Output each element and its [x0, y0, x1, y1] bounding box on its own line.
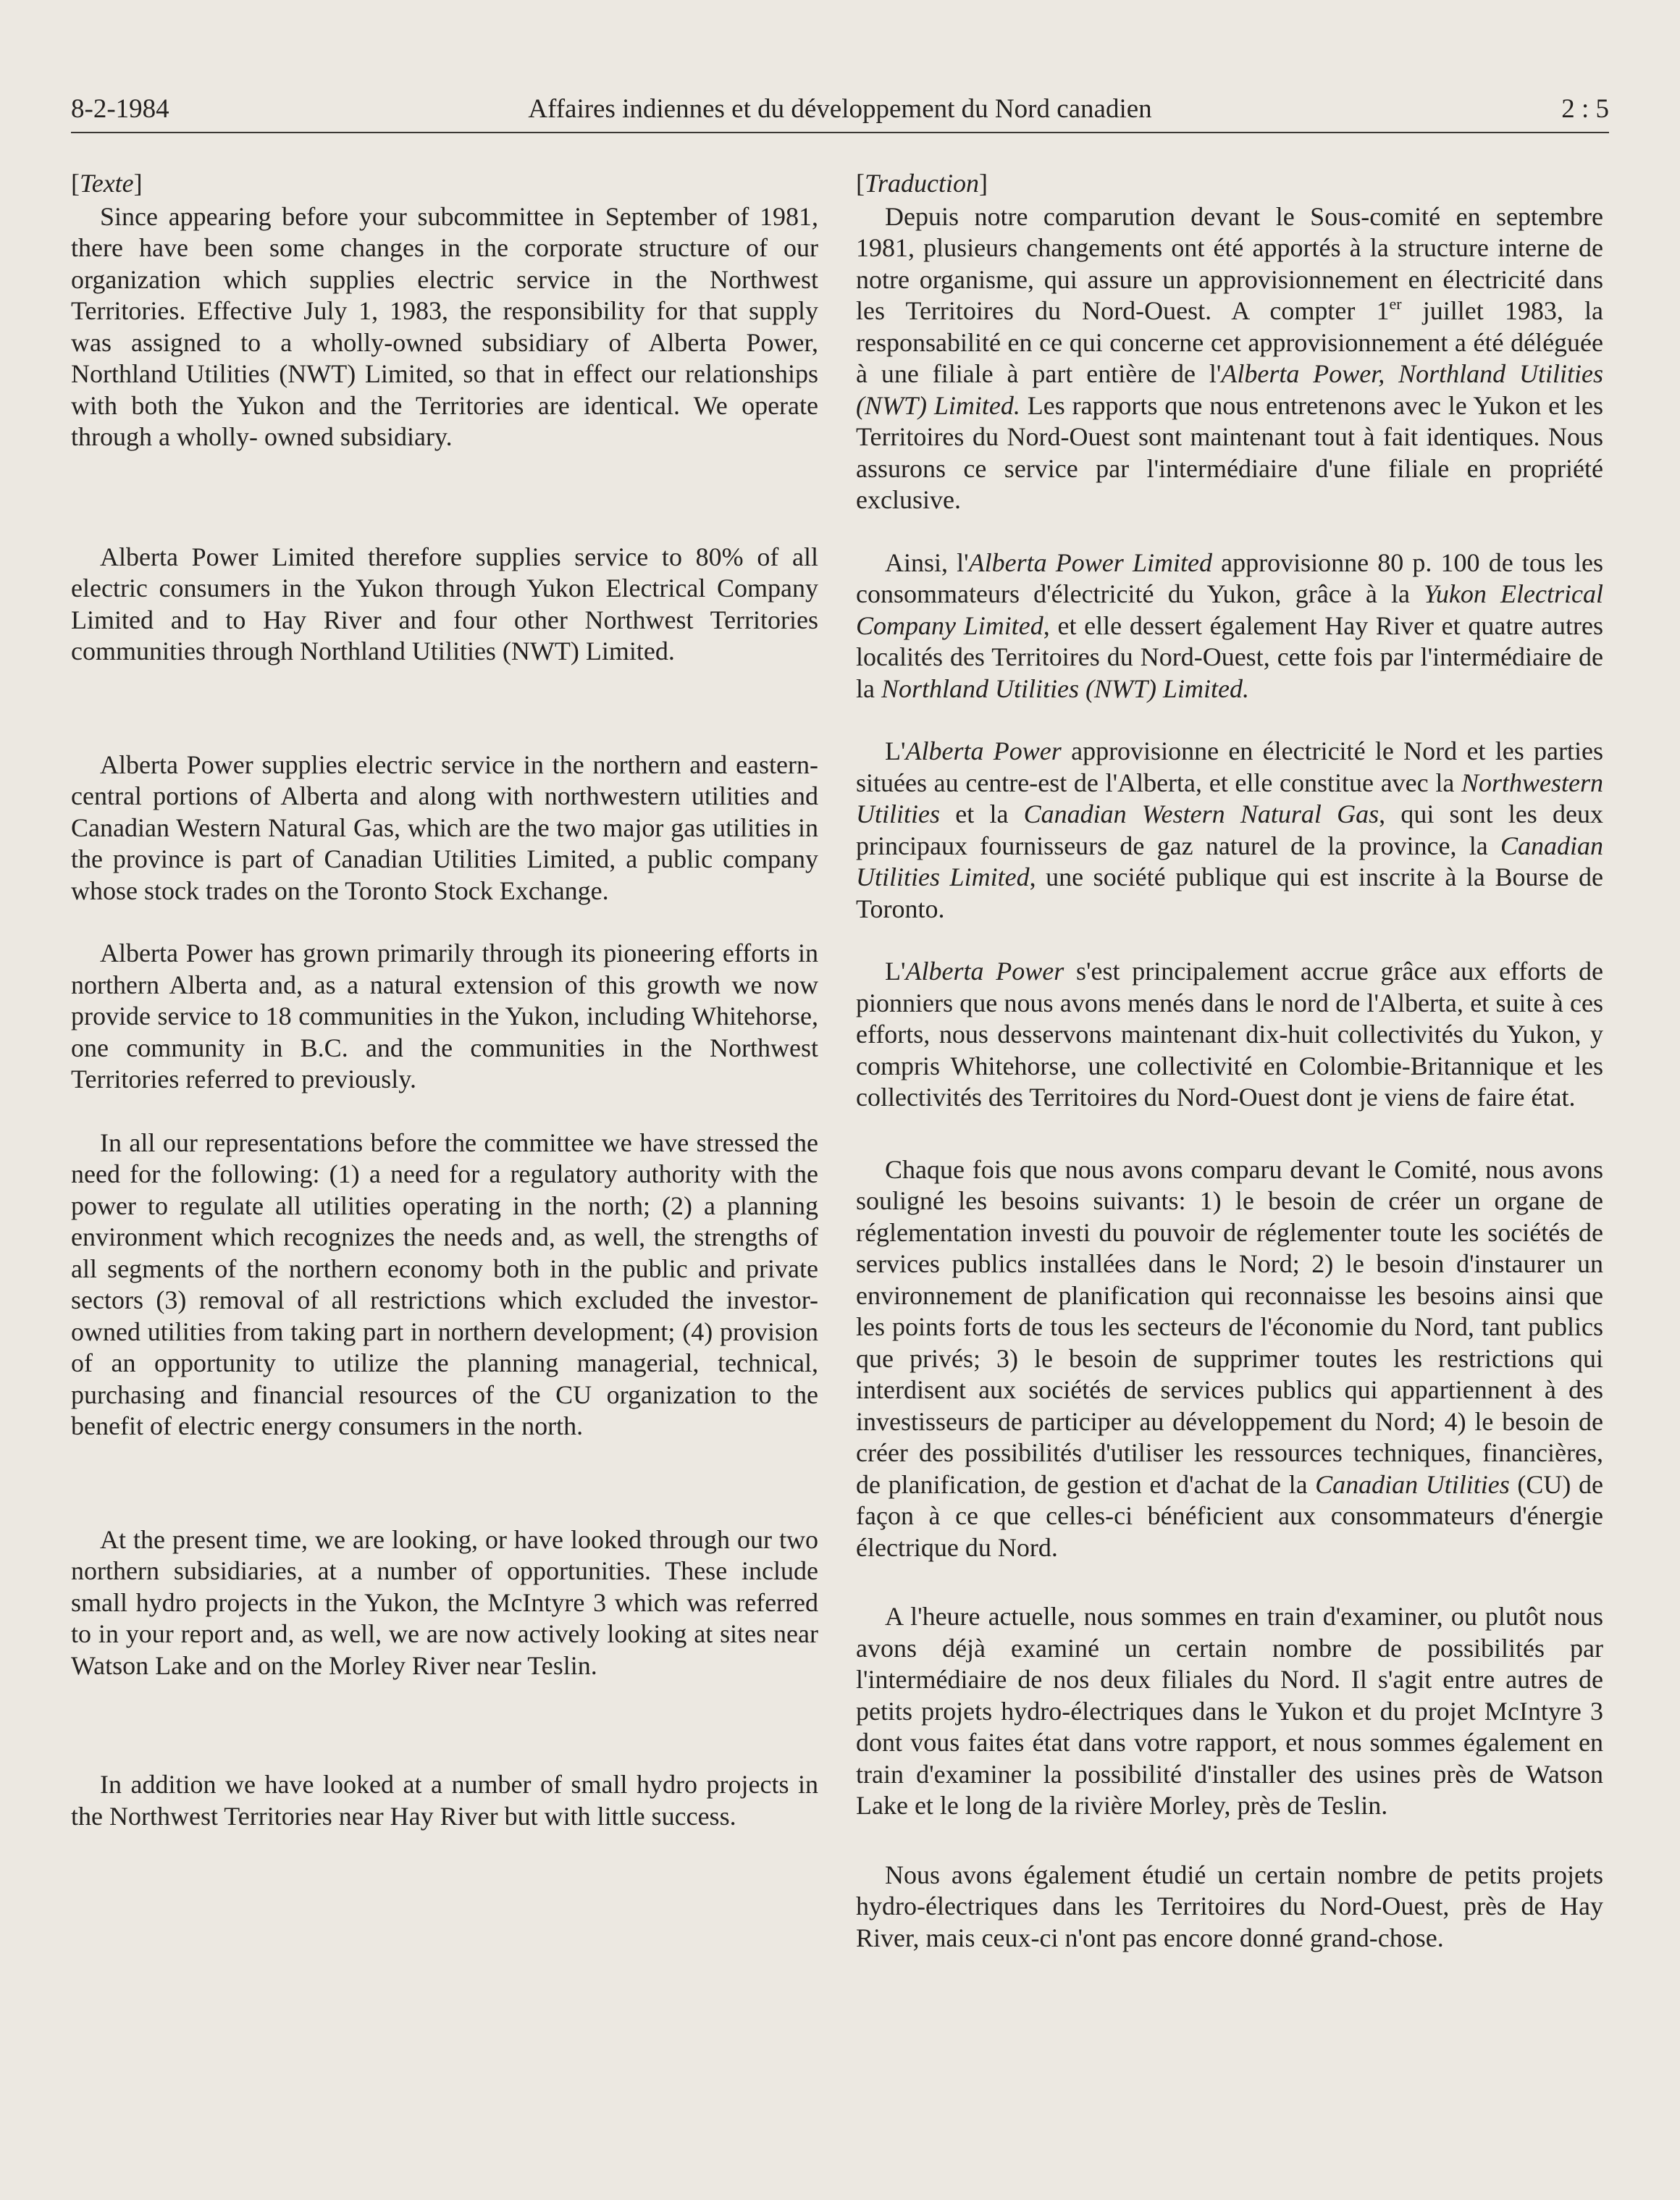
english-column [71, 168, 818, 1832]
paragraph: In all our representations before the committee we have stressed the need for the following: (1) a need for a regulatory authority with the power to regulate all utilities operating in the north; (2) a planning environment which recognizes the needs and, as well, the strengths of all segments of the northern economy both in the public and private sectors (3) removal of all restrictions which excluded the investor-owned utilities from taking part in northern development; (4) provision of an opportunity to utilize the planning managerial, technical, purchasing and financial resources of the CU organization to the benefit of electric energy consumers in the north. [71, 1128, 818, 1440]
page-header [71, 88, 1609, 130]
paragraph: Ainsi, l'Alberta Power Limited approvisionne 80 p. 100 de tous les consommateurs d'électricité du Yukon, grâce à la Yukon Electrical Company Limited, et elle dessert également Hay River et quatre autres localités des Territoires du Nord-Ouest, cette fois par l'intermédiaire de la Northland Utilities (NWT) Limited. [856, 547, 1603, 703]
paragraph: Since appearing before your subcommittee in September of 1981, there have been some changes in the corporate structure of our organization which supplies electric service in the Northwest Territories. Effective July 1, 1983, the responsibility for that supply was assigned to a wholly-owned subsidiary of Alberta Power, Northland Utilities (NWT) Limited, so that in effect our relationships with both the Yukon and the Territories are identical. We operate through a wholly- owned subsidiary. [71, 201, 818, 451]
paragraph: Nous avons également étudié un certain nombre de petits projets hydro-électriques dans les Territoires du Nord-Ouest, près de Hay River, mais ceux-ci n'ont pas encore donné grand-chose. [856, 1860, 1603, 1952]
paragraph: In addition we have looked at a number of small hydro projects in the Northwest Territories near Hay River but with little success. [71, 1770, 818, 1831]
language-label-french: [Traduction] [856, 169, 988, 198]
paragraph: Depuis notre comparution devant le Sous-comité en septembre 1981, plusieurs changements ont été apportés à la structure interne de notre organisme, qui assure un approvisionnement en électricité dans les Territoires du Nord-Ouest. A compter 1er juillet 1983, la responsabilité en ce qui concerne cet approvisionnement a été déléguée à une filiale à part entière de l'Alberta Power, Northland Utilities (NWT) Limited. Les rapports que nous entretenons avec le Yukon et les Territoires du Nord-Ouest sont maintenant tout à fait identiques. Nous assurons ce service par l'intermédiaire d'une filiale en propriété exclusive. [856, 201, 1603, 514]
language-label-english: [Texte] [71, 169, 143, 198]
paragraph: A l'heure actuelle, nous sommes en train d'examiner, ou plutôt nous avons déjà examiné un certain nombre de possibilités par l'intermédiaire de nos deux filiales du Nord. Il s'agit entre autres de petits projets hydro-électriques dans le Yukon et du projet McIntyre 3 dont vous faites état dans votre rapport, et nous sommes également en train d'examiner la possibilité d'installer des usines près de Watson Lake et le long de la rivière Morley, près de Teslin. [856, 1602, 1603, 1820]
paragraph: Chaque fois que nous avons comparu devant le Comité, nous avons souligné les besoins suivants: 1) le besoin de créer un organe de réglementation investi du pouvoir de réglementer toute les sociétés de services publics installées dans le Nord; 2) le besoin d'instaurer un environnement de planification qui reconnaisse les besoins ainsi que les points forts de tous les secteurs de l'économie du Nord, tant publics que privés; 3) le besoin de supprimer toutes les restrictions qui interdisent aux sociétés de services publics qui appartiennent à des investisseurs de participer au développement du Nord; 4) le besoin de créer des possibilités d'utiliser les ressources techniques, financières, de planification, de gestion et d'achat de la Canadian Utilities (CU) de façon à ce que celles-ci bénéficient aux consommateurs d'énergie électrique du Nord. [856, 1154, 1604, 1562]
header-rule [71, 132, 1609, 133]
paragraph: At the present time, we are looking, or have looked through our two northern subsidiaries, at a number of opportunities. These include small hydro projects in the Yukon, the McIntyre 3 which was referred to in your report and, as well, we are now actively looking at sites near Watson Lake and on the Morley River near Teslin. [71, 1524, 818, 1680]
paragraph: Alberta Power Limited therefore supplies service to 80% of all electric consumers in the Yukon through Yukon Electrical Company Limited and to Hay River and four other Northwest Territories communities through Northland Utilities (NWT) Limited. [71, 542, 818, 666]
header-title: Affaires indiennes et du développement du Nord canadien [528, 94, 1152, 124]
paragraph: L'Alberta Power approvisionne en électricité le Nord et les parties situées au centre-est de l'Alberta, et elle constitue avec la Northwestern Utilities et la Canadian Western Natural Gas, qui sont les deux principaux fournisseurs de gaz naturel de la province, la Canadian Utilities Limited, une société publique qui est inscrite à la Bourse de Toronto. [856, 736, 1604, 923]
header-page-number: 2 : 5 [1561, 94, 1609, 124]
french-column [856, 168, 1603, 1954]
paragraph: L'Alberta Power s'est principalement accrue grâce aux efforts de pionniers que nous avons menés dans le nord de l'Alberta, et suite à ces efforts, nous desservons maintenant dix-huit collectivités du Yukon, y compris Whitehorse, une collectivité en Colombie-Britannique et les collectivités des Territoires du Nord-Ouest dont je viens de faire état. [856, 957, 1603, 1112]
paragraph: Alberta Power supplies electric service in the northern and eastern- central portions of Alberta and along with northwestern utilities and Canadian Western Natural Gas, which are the two major gas utilities in the province is part of Canadian Utilities Limited, a public company whose stock trades on the Toronto Stock Exchange. [71, 750, 818, 905]
header-date: 8-2-1984 [71, 94, 169, 124]
paragraph: Alberta Power has grown primarily through its pioneering efforts in northern Alberta and, as a natural extension of this growth we now provide service to 18 communities in the Yukon, including Whitehorse, one community in B.C. and the communities in the Northwest Territories referred to previously. [71, 939, 818, 1093]
